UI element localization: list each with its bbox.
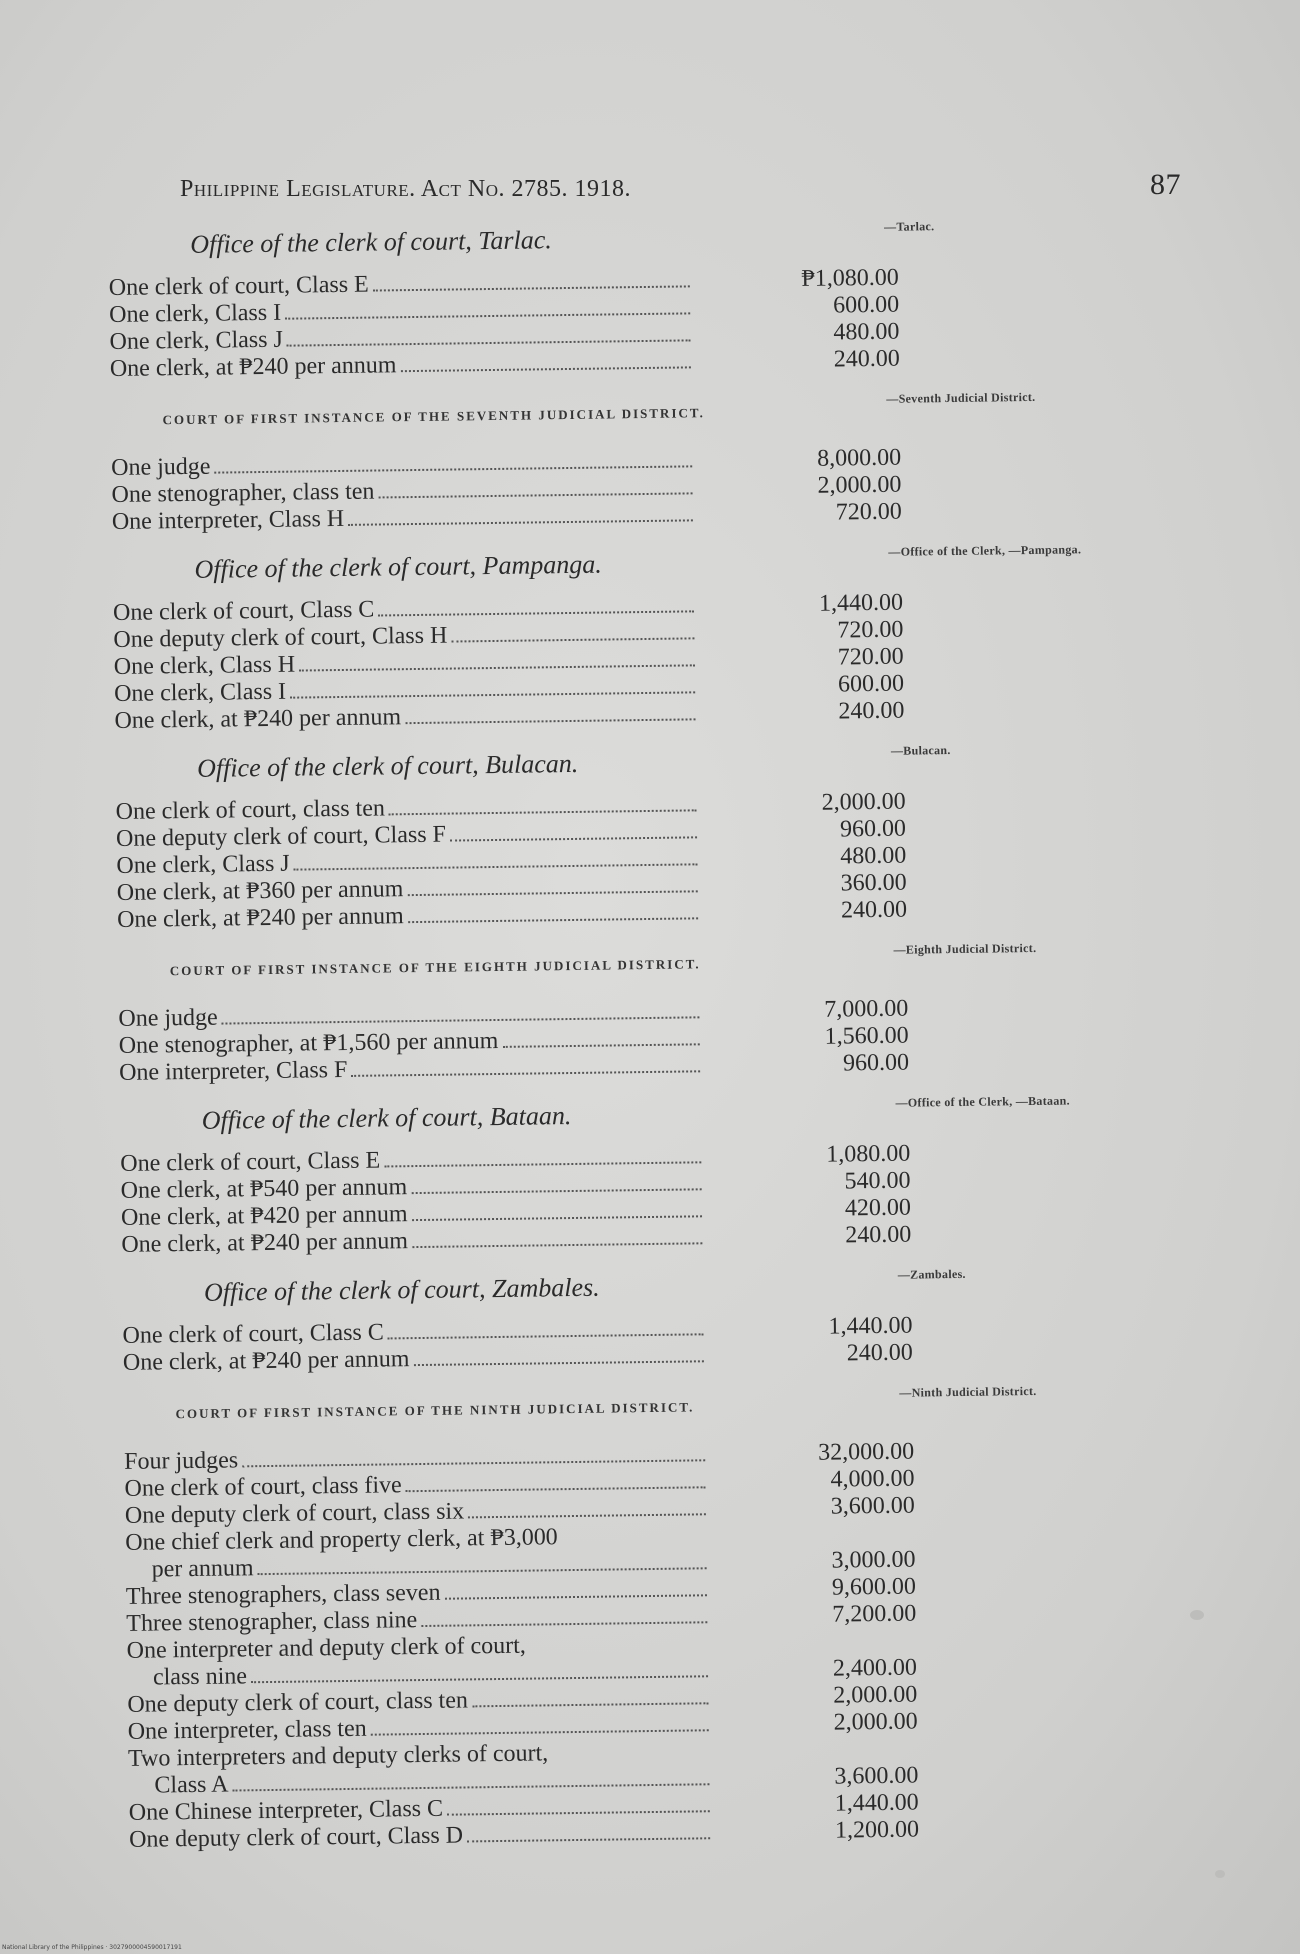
line-item-amount: 2,400.00 xyxy=(832,1654,918,1682)
line-item-amount: 1,440.00 xyxy=(834,1789,919,1817)
line-item-label: class nine xyxy=(152,1663,248,1691)
line-item-label: One clerk, at ₱540 per annum xyxy=(120,1174,408,1204)
line-item-label: One stenographer, class ten xyxy=(111,478,375,508)
line-item-amount: 1,560.00 xyxy=(824,1022,909,1050)
dot-leader xyxy=(388,1333,704,1339)
line-item-label: One clerk, at ₱240 per annum xyxy=(109,352,397,382)
line-item-label: One interpreter, class ten xyxy=(127,1715,367,1745)
dot-leader xyxy=(472,1702,708,1707)
margin-note: —Office of the Clerk, —Pampanga. xyxy=(888,542,1082,559)
line-item-amount: 240.00 xyxy=(838,697,905,725)
line-item-amount: 360.00 xyxy=(840,869,907,897)
section-title: Office of the clerk of court, Bulacan. xyxy=(196,748,579,783)
line-item-amount: 2,000.00 xyxy=(817,471,902,499)
line-item-label: One clerk of court, Class C xyxy=(122,1319,384,1349)
line-item-amount: 7,200.00 xyxy=(832,1600,917,1628)
line-item-label: One interpreter, Class F xyxy=(118,1056,348,1086)
line-item-amount: 7,000.00 xyxy=(824,995,909,1023)
dot-leader xyxy=(414,1360,704,1366)
line-item-amount: 540.00 xyxy=(844,1167,911,1195)
page-number: 87 xyxy=(1150,168,1181,201)
dot-leader xyxy=(222,1016,700,1024)
office-heading xyxy=(122,1266,966,1309)
scan-speck xyxy=(1190,1610,1204,1620)
dot-leader xyxy=(468,1513,706,1518)
line-item-amount: 600.00 xyxy=(832,291,900,319)
line-item-amount: 2,000.00 xyxy=(833,1681,918,1709)
dot-leader xyxy=(285,312,690,319)
dot-leader xyxy=(242,1459,705,1467)
line-item-label: One stenographer, at ₱1,560 per annum xyxy=(118,1027,499,1059)
dot-leader xyxy=(233,1783,710,1791)
line-item-label: One judge xyxy=(118,1004,218,1032)
line-item-label: One clerk, Class I xyxy=(113,678,287,707)
line-item-label: One clerk of court, Class E xyxy=(108,271,369,301)
line-item-label: One interpreter, Class H xyxy=(111,505,345,535)
line-item-amount: 32,000.00 xyxy=(817,1438,915,1466)
dot-leader xyxy=(258,1567,707,1575)
line-items xyxy=(116,789,908,934)
dot-leader xyxy=(412,1242,702,1248)
office-heading xyxy=(120,1093,1070,1137)
line-items xyxy=(109,265,900,383)
dot-leader xyxy=(299,664,695,671)
line-item-label: One clerk, at ₱240 per annum xyxy=(116,903,404,933)
line-item-amount: 720.00 xyxy=(837,616,904,644)
line-item-label: One clerk of court, class ten xyxy=(115,795,386,825)
dot-leader xyxy=(215,465,693,473)
dot-leader xyxy=(467,1837,710,1842)
line-item-label: One deputy clerk of court, Class D xyxy=(128,1822,464,1853)
dot-leader xyxy=(411,1188,701,1194)
dot-leader xyxy=(389,809,697,815)
line-item-label: One clerk of court, Class C xyxy=(112,596,375,626)
line-item-amount: 1,200.00 xyxy=(834,1816,920,1844)
line-item-label: One judge xyxy=(111,453,211,481)
line-item-label: One clerk, at ₱360 per annum xyxy=(116,876,404,906)
office-heading xyxy=(115,743,951,785)
line-items xyxy=(113,590,905,735)
line-item-label: Three stenographer, class nine xyxy=(126,1607,418,1637)
dot-leader xyxy=(379,492,693,498)
section-title: Office of the clerk of court, Pampanga. xyxy=(194,549,602,584)
dot-leader xyxy=(384,1161,701,1167)
dot-leader xyxy=(290,691,695,698)
line-item-label: One clerk, at ₱240 per annum xyxy=(114,704,402,734)
line-item-label: Four judges xyxy=(124,1447,239,1475)
line-items xyxy=(120,1141,911,1259)
dot-leader xyxy=(294,863,698,870)
dot-leader xyxy=(502,1043,699,1048)
scan-speck xyxy=(1215,1870,1225,1878)
dot-leader xyxy=(408,917,698,923)
line-item-label: One deputy clerk of court, Class H xyxy=(113,622,448,653)
appropriations-list xyxy=(108,215,1082,1874)
line-item-label: One clerk of court, class five xyxy=(124,1472,402,1502)
line-item-amount: 8,000.00 xyxy=(816,444,902,472)
line-items xyxy=(124,1439,919,1854)
line-item-amount: 480.00 xyxy=(840,842,907,870)
line-item-amount: 3,600.00 xyxy=(830,1492,916,1520)
line-item-label: One clerk, Class I xyxy=(109,299,282,328)
dot-leader xyxy=(378,610,694,616)
dot-leader xyxy=(401,366,691,372)
margin-note: —Bulacan. xyxy=(890,743,951,758)
office-heading xyxy=(108,219,935,261)
dot-leader xyxy=(412,1215,702,1221)
line-items xyxy=(111,445,902,536)
line-item-amount: 1,440.00 xyxy=(828,1312,913,1340)
margin-note: —Seventh Judicial District. xyxy=(886,389,1036,406)
dot-leader xyxy=(447,1810,710,1815)
dot-leader xyxy=(450,836,697,841)
margin-note: —Tarlac. xyxy=(883,219,935,234)
dot-leader xyxy=(351,1070,700,1077)
line-item-amount: 3,000.00 xyxy=(831,1546,916,1574)
line-item-amount: 240.00 xyxy=(846,1339,913,1367)
line-item-amount: 960.00 xyxy=(842,1049,910,1077)
line-item-label: One clerk of court, Class E xyxy=(120,1147,381,1177)
court-heading xyxy=(110,389,1036,433)
running-title: Philippine Legislature. Act No. 2785. 1918. xyxy=(180,176,632,202)
dot-leader xyxy=(445,1594,707,1599)
line-item-amount: 240.00 xyxy=(845,1221,912,1249)
line-item-amount: 960.00 xyxy=(839,815,907,843)
line-item-amount: 240.00 xyxy=(833,345,900,373)
line-item-amount: 4,000.00 xyxy=(830,1465,915,1493)
line-items xyxy=(122,1313,913,1377)
office-heading xyxy=(112,542,1082,586)
line-item-label: One chief clerk and property clerk, at ₱3,000 xyxy=(125,1524,558,1556)
margin-note: —Ninth Judicial District. xyxy=(899,1383,1037,1400)
line-item-label: One deputy clerk of court, Class F xyxy=(115,821,447,852)
line-item-label: One Chinese interpreter, Class C xyxy=(128,1795,444,1826)
line-item-amount: 240.00 xyxy=(840,896,908,924)
line-item-label: One clerk, at ₱240 per annum xyxy=(122,1346,410,1376)
line-item-label: Class A xyxy=(154,1771,229,1799)
dot-leader xyxy=(373,285,690,291)
line-item-label: Two interpreters and deputy clerks of court, xyxy=(127,1740,549,1772)
dot-leader xyxy=(451,637,694,642)
line-item-label: One interpreter and deputy clerk of court, xyxy=(126,1632,526,1664)
line-item-amount: 1,080.00 xyxy=(826,1140,911,1168)
line-item-label: One clerk, Class H xyxy=(113,651,296,680)
line-item-amount: 480.00 xyxy=(833,318,900,346)
line-item-label: One clerk, at ₱240 per annum xyxy=(121,1228,409,1258)
dot-leader xyxy=(371,1729,709,1735)
line-item-amount: ₱1,080.00 xyxy=(801,264,899,292)
line-item-amount: 1,440.00 xyxy=(818,589,904,617)
court-heading xyxy=(123,1383,1037,1427)
dot-leader xyxy=(407,890,697,896)
line-items xyxy=(118,996,909,1087)
page-header xyxy=(180,168,1180,208)
section-title: COURT OF FIRST INSTANCE OF THE NINTH JUDICIAL DISTRICT. xyxy=(175,1399,695,1422)
line-item-amount: 720.00 xyxy=(837,643,904,671)
line-item-label: One clerk, Class J xyxy=(109,326,283,355)
dot-leader xyxy=(406,1486,706,1492)
line-item-label: One deputy clerk of court, class ten xyxy=(127,1687,469,1718)
margin-note: —Eighth Judicial District. xyxy=(893,940,1037,957)
line-item-amount: 3,600.00 xyxy=(834,1762,919,1790)
line-item-amount: 420.00 xyxy=(844,1194,912,1222)
line-item-label: Three stenographers, class seven xyxy=(125,1579,441,1610)
dot-leader xyxy=(348,519,693,526)
line-item-label: One clerk, Class J xyxy=(116,850,290,879)
section-title: COURT OF FIRST INSTANCE OF THE EIGHTH JUDICIAL DISTRICT. xyxy=(169,956,701,979)
dot-leader xyxy=(421,1621,707,1627)
scan-identifier: National Library of the Philippines · 3027900004590017191 xyxy=(2,1944,182,1951)
section-title: COURT OF FIRST INSTANCE OF THE SEVENTH JUDICIAL DISTRICT. xyxy=(162,405,705,428)
section-title: Office of the clerk of court, Tarlac. xyxy=(190,225,552,259)
section-title: Office of the clerk of court, Zambales. xyxy=(203,1272,600,1307)
line-item-amount: 2,000.00 xyxy=(833,1708,918,1736)
margin-note: —Zambales. xyxy=(897,1266,966,1282)
line-item-amount: 720.00 xyxy=(835,498,902,526)
court-heading xyxy=(118,940,1037,984)
line-item-label: One clerk, at ₱420 per annum xyxy=(120,1201,408,1231)
margin-note: —Office of the Clerk, —Bataan. xyxy=(895,1093,1070,1110)
section-title: Office of the clerk of court, Bataan. xyxy=(201,1101,572,1135)
dot-leader xyxy=(405,718,695,724)
line-item-amount: 9,600.00 xyxy=(831,1573,917,1601)
line-item-label: per annum xyxy=(151,1555,254,1583)
line-item-amount: 600.00 xyxy=(837,670,905,698)
line-item-label: One deputy clerk of court, class six xyxy=(124,1498,465,1529)
dot-leader xyxy=(287,339,691,346)
line-item-amount: 2,000.00 xyxy=(821,788,906,816)
dot-leader xyxy=(251,1675,708,1683)
